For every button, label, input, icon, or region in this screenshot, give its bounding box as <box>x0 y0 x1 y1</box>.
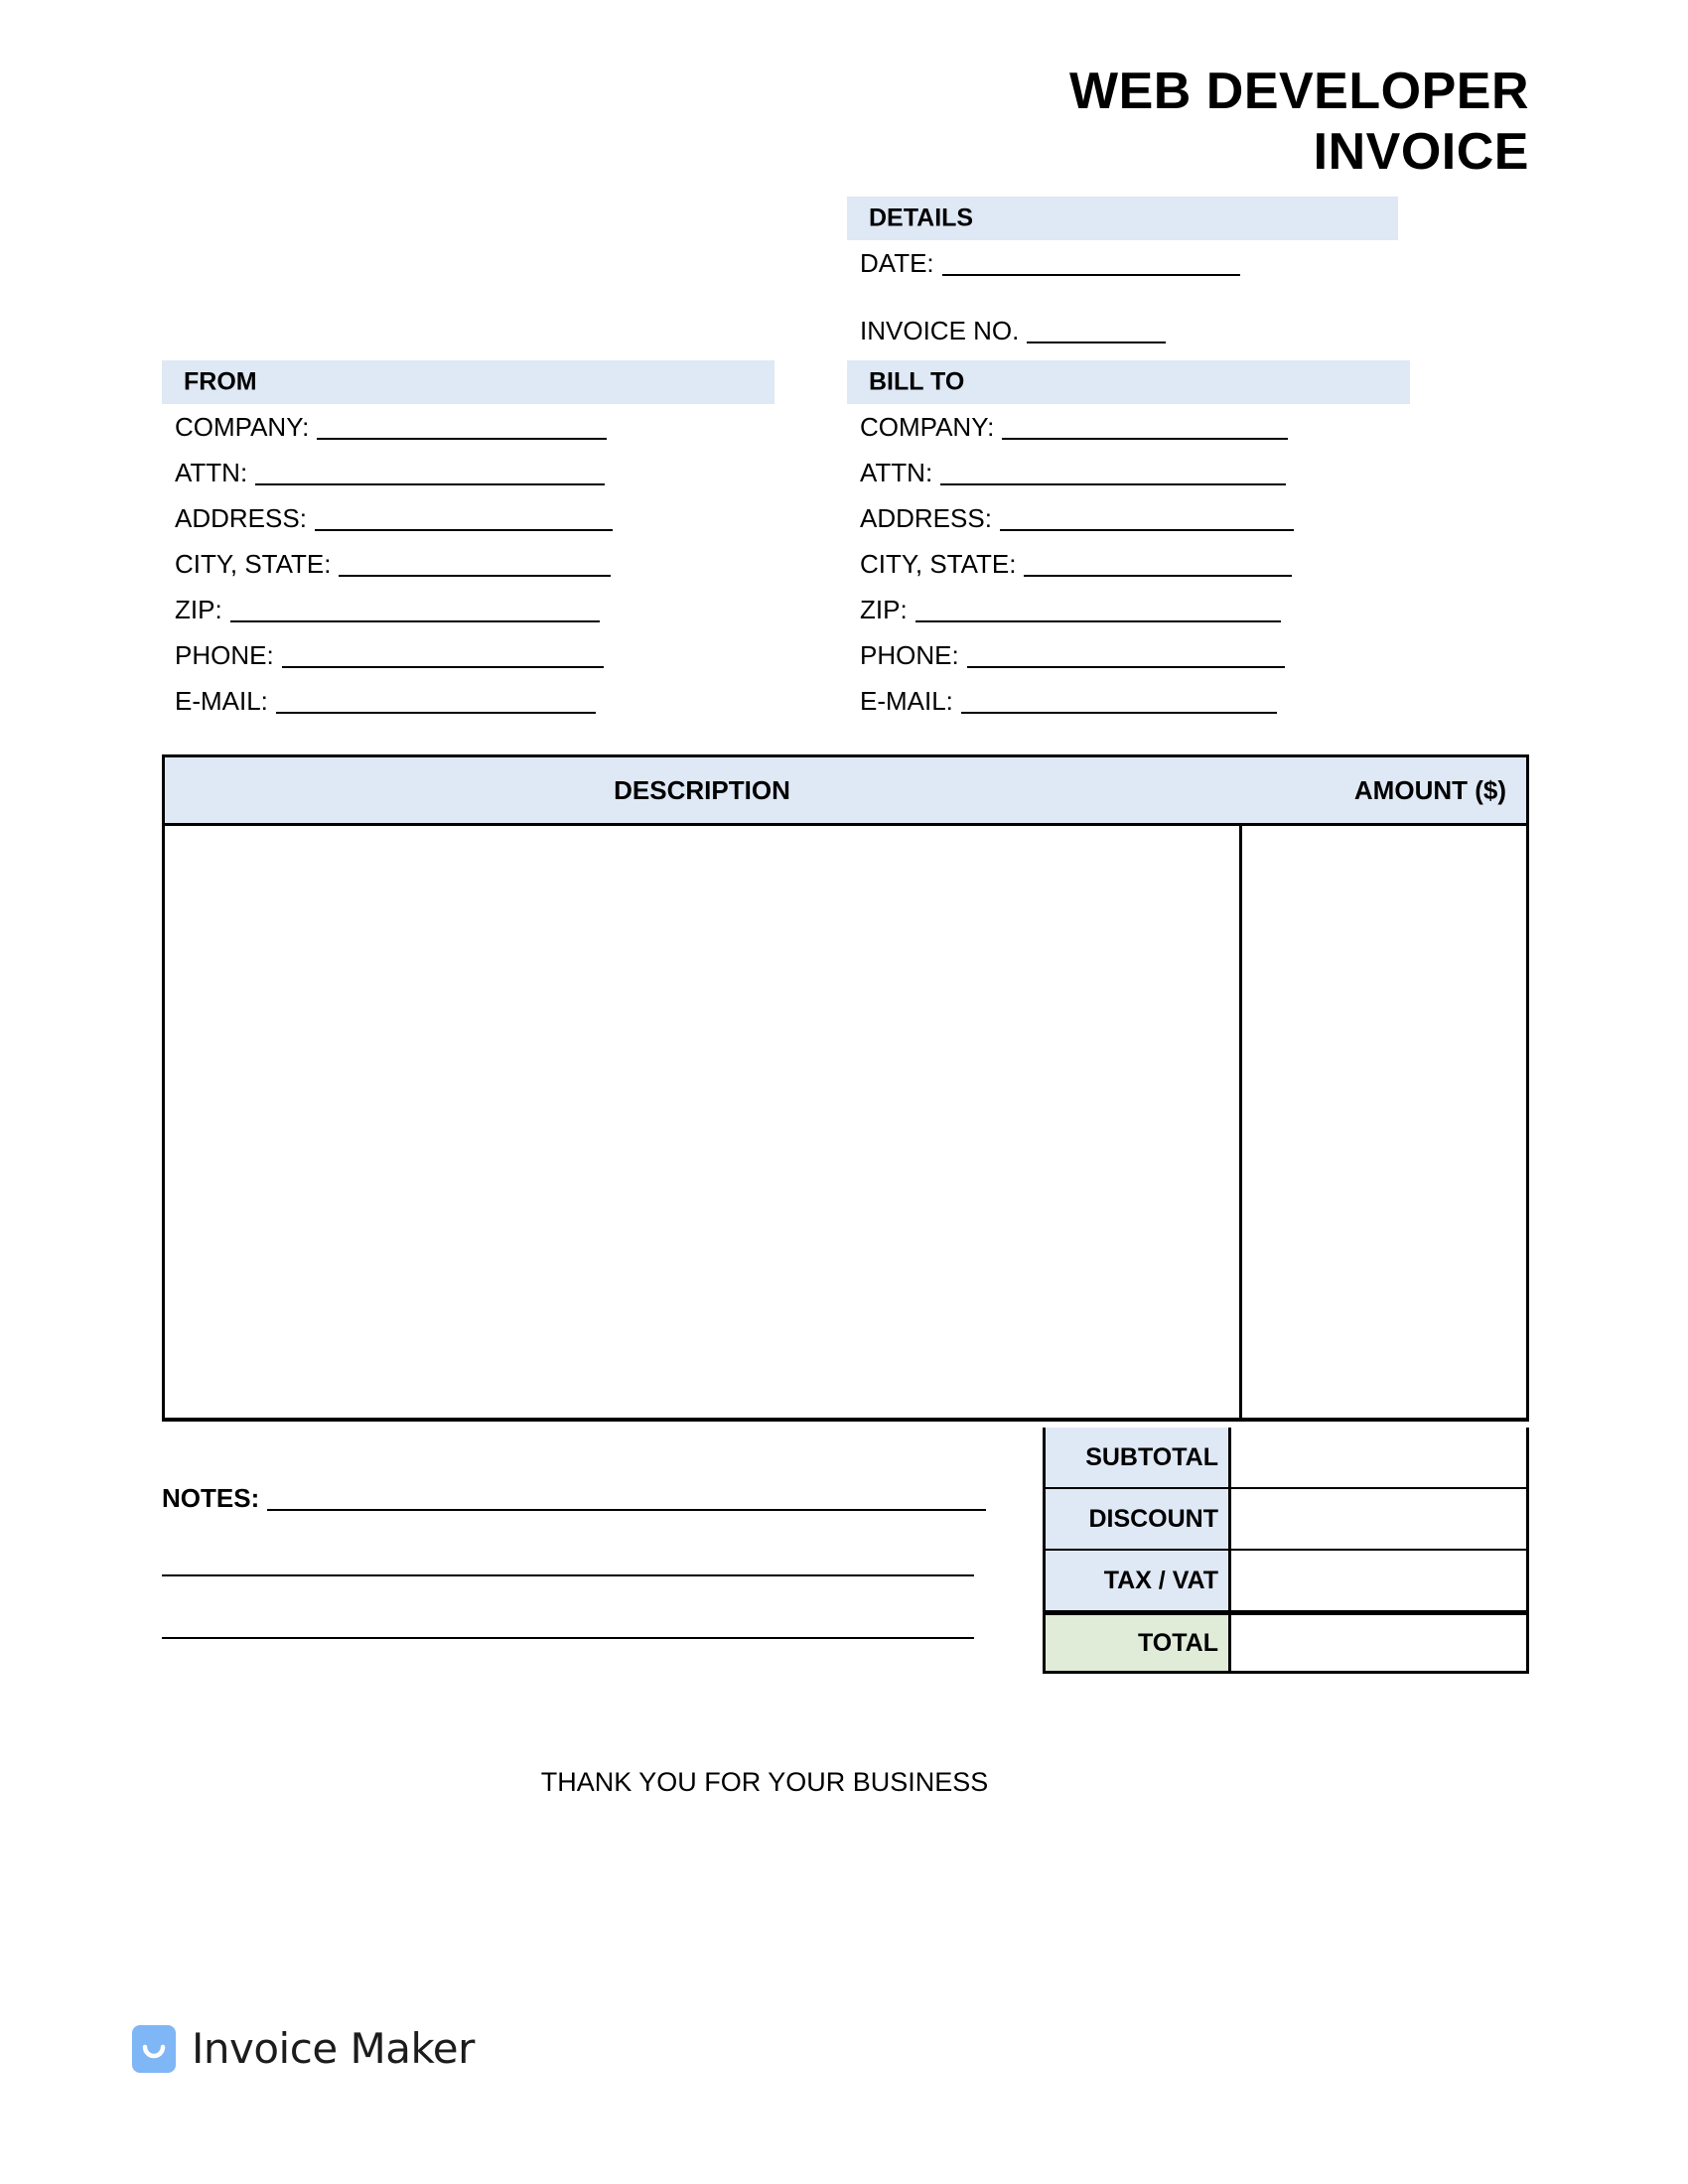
from-field-row[interactable] <box>175 597 613 622</box>
from-heading-label: FROM <box>184 367 257 396</box>
invoice-title <box>596 62 1529 183</box>
totals-label: DISCOUNT <box>1043 1489 1231 1551</box>
bill-to-field-row[interactable] <box>860 460 1294 485</box>
totals-row <box>1043 1428 1529 1489</box>
from-field-input[interactable] <box>230 619 600 622</box>
line-items-table <box>162 754 1529 1422</box>
bill-to-field-row[interactable] <box>860 505 1294 531</box>
from-field-label: CITY, STATE: <box>175 549 332 579</box>
from-field-row[interactable] <box>175 551 613 577</box>
bill-to-field-label: PHONE: <box>860 640 959 670</box>
from-field-label: E-MAIL: <box>175 686 268 716</box>
totals-table <box>1043 1428 1529 1674</box>
details-fields <box>860 248 1240 345</box>
brand-footer <box>132 2025 475 2073</box>
bill-to-field-row[interactable] <box>860 597 1294 622</box>
details-section-header <box>847 197 1398 240</box>
totals-value[interactable] <box>1231 1551 1529 1612</box>
totals-label: TAX / VAT <box>1043 1551 1231 1612</box>
totals-value[interactable] <box>1231 1489 1529 1551</box>
notes-first-line[interactable] <box>162 1483 986 1514</box>
notes-input-line-2[interactable] <box>162 1573 974 1576</box>
bill-to-field-label: ZIP: <box>860 595 908 624</box>
from-field-row[interactable] <box>175 505 613 531</box>
bill-to-heading-label: BILL TO <box>869 367 965 396</box>
line-items-header-row <box>162 754 1529 826</box>
bill-to-field-input[interactable] <box>961 711 1277 714</box>
bill-to-fields <box>860 414 1294 714</box>
line-items-description-area[interactable] <box>165 826 1239 1418</box>
thank-you-message: THANK YOU FOR YOUR BUSINESS <box>540 1767 989 1797</box>
bill-to-field-label: ATTN: <box>860 458 933 487</box>
totals-label: TOTAL <box>1043 1612 1231 1674</box>
bill-to-field-input[interactable] <box>1000 528 1294 531</box>
bill-to-section-header <box>847 360 1410 404</box>
bill-to-field-label: COMPANY: <box>860 412 995 442</box>
bill-to-field-input[interactable] <box>967 665 1285 668</box>
from-field-input[interactable] <box>255 482 605 485</box>
line-items-body[interactable] <box>162 826 1529 1422</box>
from-fields <box>175 414 613 714</box>
date-field-row[interactable] <box>860 250 1240 276</box>
from-field-input[interactable] <box>276 711 596 714</box>
from-field-input[interactable] <box>282 665 604 668</box>
title-line-2: INVOICE <box>1313 122 1529 181</box>
smile-logo-icon <box>132 2025 176 2073</box>
totals-label: SUBTOTAL <box>1043 1428 1231 1489</box>
notes-label: NOTES: <box>162 1483 260 1513</box>
from-field-row[interactable] <box>175 414 613 440</box>
brand-name: Invoice Maker <box>192 2024 475 2073</box>
totals-row <box>1043 1551 1529 1612</box>
column-header-description: DESCRIPTION <box>614 774 790 805</box>
from-field-input[interactable] <box>315 528 613 531</box>
date-field-input[interactable] <box>942 273 1240 276</box>
totals-row <box>1043 1612 1529 1674</box>
totals-row <box>1043 1489 1529 1551</box>
from-field-label: ZIP: <box>175 595 222 624</box>
bill-to-field-label: CITY, STATE: <box>860 549 1017 579</box>
notes-input-line-1[interactable] <box>267 1508 986 1511</box>
bill-to-field-row[interactable] <box>860 688 1294 714</box>
notes-input-line-3[interactable] <box>162 1636 974 1639</box>
bill-to-field-input[interactable] <box>940 482 1286 485</box>
line-items-amount-area[interactable] <box>1242 826 1526 1418</box>
from-field-row[interactable] <box>175 688 613 714</box>
bill-to-field-input[interactable] <box>1024 574 1292 577</box>
from-field-label: ATTN: <box>175 458 248 487</box>
from-section-header <box>162 360 774 404</box>
bill-to-field-row[interactable] <box>860 551 1294 577</box>
from-field-label: ADDRESS: <box>175 503 307 533</box>
title-line-1: WEB DEVELOPER <box>1069 63 1529 120</box>
column-header-amount: AMOUNT ($) <box>1353 774 1506 805</box>
from-field-label: COMPANY: <box>175 412 310 442</box>
details-heading-label: DETAILS <box>869 204 974 232</box>
totals-value[interactable] <box>1231 1428 1529 1489</box>
bill-to-field-input[interactable] <box>1002 437 1288 440</box>
notes-section <box>162 1483 986 1639</box>
invoice-no-field-label: INVOICE NO. <box>860 316 1020 345</box>
from-field-row[interactable] <box>175 460 613 485</box>
bill-to-field-row[interactable] <box>860 642 1294 668</box>
bill-to-field-label: E-MAIL: <box>860 686 953 716</box>
from-field-row[interactable] <box>175 642 613 668</box>
totals-value[interactable] <box>1231 1612 1529 1674</box>
date-field-label: DATE: <box>860 248 934 278</box>
bill-to-field-row[interactable] <box>860 414 1294 440</box>
invoice-no-field-row[interactable] <box>860 318 1240 343</box>
bill-to-field-label: ADDRESS: <box>860 503 992 533</box>
bill-to-field-input[interactable] <box>915 619 1281 622</box>
invoice-no-field-input[interactable] <box>1027 341 1166 343</box>
from-field-input[interactable] <box>317 437 607 440</box>
from-field-label: PHONE: <box>175 640 274 670</box>
from-field-input[interactable] <box>339 574 611 577</box>
